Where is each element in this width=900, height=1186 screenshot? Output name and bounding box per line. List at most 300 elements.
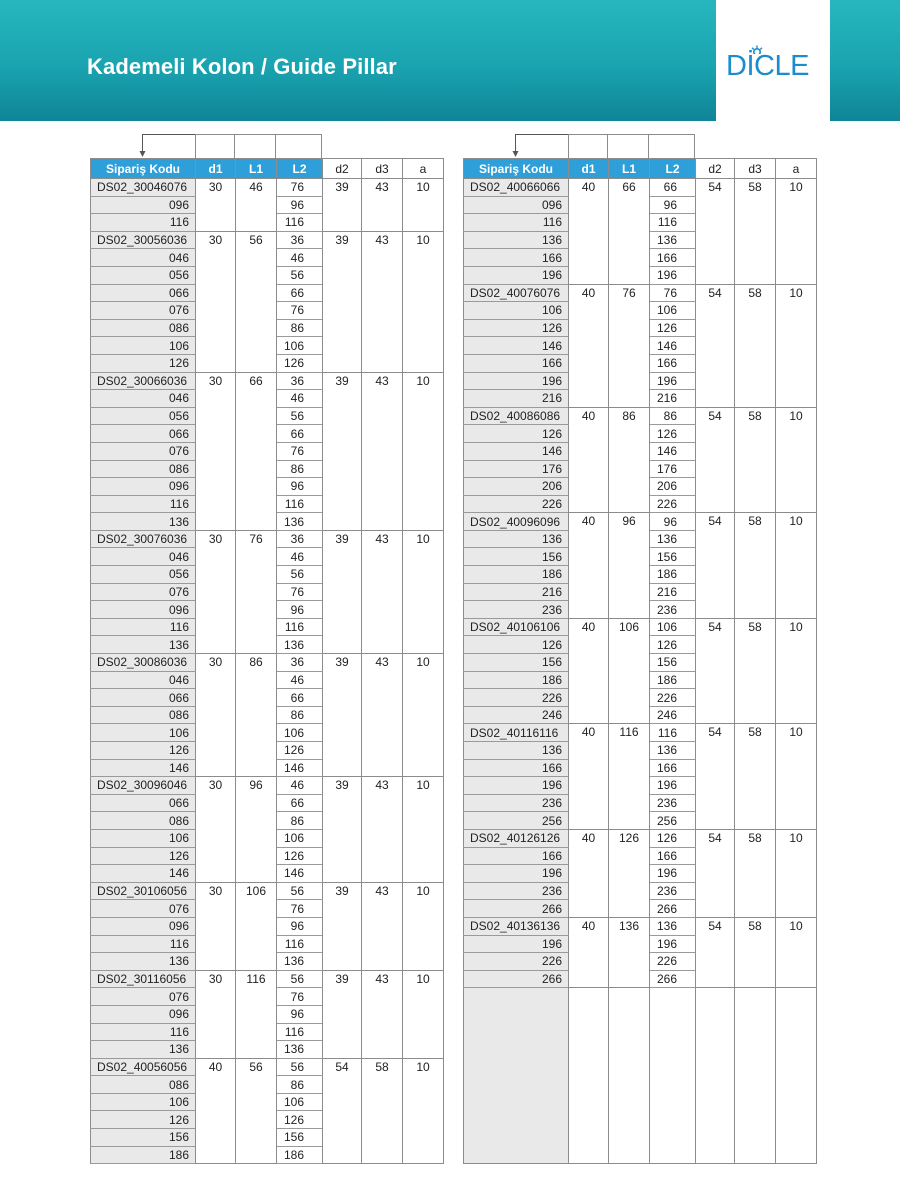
left-table: [90, 134, 444, 1164]
order-code-cell: 046: [91, 548, 196, 566]
order-code-cell: 236: [464, 794, 569, 812]
order-code-cell: 196: [464, 266, 569, 284]
cell-l2: 176: [650, 460, 696, 478]
cell-l1: 46: [236, 179, 277, 232]
cell-l2: 76: [277, 900, 323, 918]
cell-l2: 46: [277, 249, 323, 267]
order-code-cell: 066: [91, 689, 196, 707]
table-row: [91, 777, 444, 795]
cell-l2: 86: [277, 1076, 323, 1094]
table-row: [91, 1058, 444, 1076]
cell-d2: 39: [323, 179, 362, 232]
cell-l1: 86: [236, 654, 277, 777]
table-top-header: [90, 134, 443, 158]
cell-l2: 166: [650, 847, 696, 865]
order-code-cell: DS02_30056036: [91, 231, 196, 249]
header-blank-cell: [234, 134, 276, 158]
header-l2: L2: [277, 159, 323, 179]
cell-l2: 66: [277, 794, 323, 812]
header-siparis-kodu: Sipariş Kodu: [464, 159, 569, 179]
cell-l2: 86: [650, 407, 696, 425]
order-code-cell: 116: [464, 214, 569, 232]
cell-d1: 30: [196, 231, 236, 372]
cell-l2: 266: [650, 970, 696, 988]
cell-d3: 43: [362, 231, 403, 372]
order-code-cell: DS02_30116056: [91, 970, 196, 988]
order-code-cell: 196: [464, 865, 569, 883]
header-siparis-kodu: Sipariş Kodu: [91, 159, 196, 179]
cell-l2: 96: [277, 478, 323, 496]
order-code-cell: 096: [91, 601, 196, 619]
order-code-cell: 246: [464, 706, 569, 724]
dimension-table: [463, 158, 817, 1164]
cell-l2: 126: [277, 354, 323, 372]
cell-l2: 216: [650, 583, 696, 601]
order-code-cell: 116: [91, 935, 196, 953]
cell-l2: 66: [650, 179, 696, 197]
cell-d3: 58: [735, 917, 776, 987]
arrow-down-icon: [90, 134, 195, 158]
cell-l2: 256: [650, 812, 696, 830]
cell-d3: 58: [735, 618, 776, 724]
order-code-cell: 046: [91, 671, 196, 689]
table-row: [91, 882, 444, 900]
table-row: [464, 407, 817, 425]
order-code-cell: DS02_30106056: [91, 882, 196, 900]
order-code-cell: DS02_30086036: [91, 654, 196, 672]
order-code-cell: 126: [91, 847, 196, 865]
cell-d1: 40: [569, 618, 609, 724]
cell-d2: 54: [696, 179, 735, 285]
cell-l2: 136: [650, 530, 696, 548]
order-code-cell: 086: [91, 812, 196, 830]
order-code-cell: 076: [91, 988, 196, 1006]
order-code-cell: 106: [464, 302, 569, 320]
cell-l2: 106: [650, 618, 696, 636]
order-code-cell: DS02_30046076: [91, 179, 196, 197]
cell-d2: 39: [323, 231, 362, 372]
cell-d3: 58: [735, 513, 776, 619]
order-code-cell: 236: [464, 601, 569, 619]
cell-l1: 136: [609, 917, 650, 987]
order-code-cell: DS02_30076036: [91, 530, 196, 548]
cell-l1: 126: [609, 829, 650, 917]
cell-l2: 116: [277, 214, 323, 232]
cell-l2: 236: [650, 882, 696, 900]
order-code-cell: 136: [91, 636, 196, 654]
cell-d1: 30: [196, 654, 236, 777]
cell-d3: 43: [362, 530, 403, 653]
cell-l2: 116: [650, 214, 696, 232]
order-code-cell: 186: [464, 566, 569, 584]
cell-a: 10: [776, 513, 817, 619]
cell-l2: 196: [650, 777, 696, 795]
order-code-cell: 096: [91, 196, 196, 214]
cell-d3: 43: [362, 882, 403, 970]
header-blank-cell: [275, 134, 322, 158]
cell-l2: 56: [277, 970, 323, 988]
diameter-symbol: [195, 134, 235, 158]
order-code-cell: DS02_40106106: [464, 618, 569, 636]
cell-l1: 96: [236, 777, 277, 883]
header-d1: d1: [196, 159, 236, 179]
table-row: [91, 179, 444, 197]
cell-l2: 46: [277, 671, 323, 689]
cell-l2: 196: [650, 372, 696, 390]
order-code-cell: 166: [464, 354, 569, 372]
cell-l2: 46: [277, 390, 323, 408]
order-code-cell: 156: [91, 1129, 196, 1147]
cell-l2: 96: [650, 513, 696, 531]
cell-a: 10: [776, 618, 817, 724]
order-code-cell: 076: [91, 583, 196, 601]
order-code-cell: 056: [91, 266, 196, 284]
order-code-cell: 066: [91, 425, 196, 443]
order-code-cell: 196: [464, 935, 569, 953]
cell-l2: 226: [650, 689, 696, 707]
header-d3: d3: [735, 159, 776, 179]
cell-l2: 126: [277, 847, 323, 865]
cell-l2: 56: [277, 566, 323, 584]
order-code-cell: 126: [464, 319, 569, 337]
order-code-cell: 066: [91, 284, 196, 302]
cell-l2: 196: [650, 865, 696, 883]
cell-l2: 76: [277, 583, 323, 601]
cell-l2: 36: [277, 530, 323, 548]
order-code-cell: 096: [91, 478, 196, 496]
cell-d1: 40: [569, 829, 609, 917]
cell-d2: 54: [696, 618, 735, 724]
cell-l2: 236: [650, 601, 696, 619]
cell-l1: 56: [236, 231, 277, 372]
cell-l2: 206: [650, 478, 696, 496]
order-code-cell: 116: [91, 495, 196, 513]
header-l2: L2: [650, 159, 696, 179]
logo: [716, 0, 830, 121]
cell-d3: 43: [362, 179, 403, 232]
cell-l2: 66: [277, 284, 323, 302]
order-code-cell: DS02_40116116: [464, 724, 569, 742]
cell-d1: 30: [196, 530, 236, 653]
order-code-cell: 206: [464, 478, 569, 496]
cell-l2: 96: [277, 917, 323, 935]
order-code-cell: 126: [464, 636, 569, 654]
cell-l1: 66: [609, 179, 650, 285]
order-code-cell: 076: [91, 302, 196, 320]
table-row: [464, 917, 817, 935]
cell-l2: 86: [277, 812, 323, 830]
order-code-cell: 236: [464, 882, 569, 900]
table-row: [464, 284, 817, 302]
empty-cell: [609, 988, 650, 1164]
order-code-cell: 196: [464, 777, 569, 795]
cell-l2: 156: [277, 1129, 323, 1147]
dimension-table: [90, 158, 444, 1164]
cell-l2: 96: [650, 196, 696, 214]
cell-d1: 40: [569, 407, 609, 513]
cell-a: 10: [776, 179, 817, 285]
header-a: a: [403, 159, 444, 179]
page-title: Kademeli Kolon / Guide Pillar: [87, 54, 397, 79]
cell-l2: 136: [650, 742, 696, 760]
cell-l2: 126: [277, 1111, 323, 1129]
cell-a: 10: [403, 654, 444, 777]
cell-l2: 186: [277, 1146, 323, 1164]
empty-cell: [696, 988, 735, 1164]
cell-a: 10: [403, 1058, 444, 1164]
table-row: [464, 179, 817, 197]
order-code-cell: 116: [91, 618, 196, 636]
cell-l1: 86: [609, 407, 650, 513]
cell-l2: 76: [277, 988, 323, 1006]
cell-d2: 39: [323, 372, 362, 530]
cell-l2: 136: [650, 231, 696, 249]
order-code-cell: 126: [91, 1111, 196, 1129]
cell-l2: 56: [277, 266, 323, 284]
order-code-cell: 126: [91, 742, 196, 760]
order-code-cell: 146: [91, 865, 196, 883]
order-code-cell: 186: [464, 671, 569, 689]
table-row: [464, 618, 817, 636]
cell-l2: 56: [277, 882, 323, 900]
order-code-cell: 046: [91, 249, 196, 267]
header-l1: L1: [609, 159, 650, 179]
cell-l2: 136: [277, 953, 323, 971]
order-code-cell: 166: [464, 759, 569, 777]
header-blank-cell: [607, 134, 649, 158]
cell-l2: 76: [650, 284, 696, 302]
cell-l2: 66: [277, 425, 323, 443]
cell-l2: 116: [650, 724, 696, 742]
order-code-cell: DS02_40056056: [91, 1058, 196, 1076]
order-code-cell: 116: [91, 214, 196, 232]
cell-l2: 116: [277, 495, 323, 513]
cell-l2: 136: [277, 513, 323, 531]
cell-l2: 156: [650, 548, 696, 566]
order-code-cell: 096: [91, 917, 196, 935]
cell-l2: 236: [650, 794, 696, 812]
order-code-cell: DS02_40066066: [464, 179, 569, 197]
cell-l2: 96: [277, 601, 323, 619]
cell-l1: 76: [609, 284, 650, 407]
cell-l2: 226: [650, 953, 696, 971]
cell-l2: 246: [650, 706, 696, 724]
cell-d3: 43: [362, 777, 403, 883]
order-code-cell: 106: [91, 829, 196, 847]
order-code-cell: 106: [91, 337, 196, 355]
cell-l1: 56: [236, 1058, 277, 1164]
order-code-cell: 106: [91, 1093, 196, 1111]
cell-l2: 106: [650, 302, 696, 320]
empty-cell: [569, 988, 609, 1164]
order-code-cell: 166: [464, 249, 569, 267]
cell-l2: 56: [277, 407, 323, 425]
cell-l2: 266: [650, 900, 696, 918]
order-code-cell: DS02_40136136: [464, 917, 569, 935]
cell-a: 10: [403, 530, 444, 653]
order-code-cell: 146: [91, 759, 196, 777]
cell-l2: 126: [650, 829, 696, 847]
order-code-cell: 156: [464, 548, 569, 566]
cell-l2: 196: [650, 935, 696, 953]
header-d1: d1: [569, 159, 609, 179]
order-code-cell: 136: [91, 513, 196, 531]
cell-d2: 54: [696, 407, 735, 513]
cell-l1: 76: [236, 530, 277, 653]
order-code-cell: 176: [464, 460, 569, 478]
order-code-cell: 126: [91, 354, 196, 372]
cell-d3: 58: [735, 407, 776, 513]
header-d3: d3: [362, 159, 403, 179]
cell-l2: 96: [277, 196, 323, 214]
order-code-cell: DS02_40086086: [464, 407, 569, 425]
header-d2: d2: [696, 159, 735, 179]
empty-filler-row: [464, 988, 817, 1164]
cell-d1: 30: [196, 882, 236, 970]
order-code-cell: DS02_40076076: [464, 284, 569, 302]
cell-l2: 66: [277, 689, 323, 707]
cell-d3: 43: [362, 970, 403, 1058]
cell-d3: 58: [735, 284, 776, 407]
cell-d3: 58: [735, 829, 776, 917]
right-table: [463, 134, 817, 1164]
cell-l2: 36: [277, 372, 323, 390]
order-code-cell: 166: [464, 847, 569, 865]
order-code-cell: 136: [91, 953, 196, 971]
cell-l2: 76: [277, 302, 323, 320]
table-row: [464, 513, 817, 531]
cell-d1: 30: [196, 372, 236, 530]
cell-d2: 54: [696, 513, 735, 619]
cell-d1: 40: [569, 284, 609, 407]
order-code-cell: 116: [91, 1023, 196, 1041]
cell-d2: 39: [323, 970, 362, 1058]
cell-l2: 126: [650, 319, 696, 337]
order-code-cell: 226: [464, 953, 569, 971]
cell-d1: 30: [196, 777, 236, 883]
cell-l2: 106: [277, 724, 323, 742]
order-code-cell: 226: [464, 495, 569, 513]
order-code-cell: 266: [464, 900, 569, 918]
cell-l2: 146: [277, 865, 323, 883]
header-l1: L1: [236, 159, 277, 179]
table-row: [91, 530, 444, 548]
table-row: [464, 829, 817, 847]
cell-l1: 106: [609, 618, 650, 724]
cell-d2: 39: [323, 530, 362, 653]
cell-d1: 40: [196, 1058, 236, 1164]
cell-l2: 166: [650, 354, 696, 372]
cell-l2: 86: [277, 460, 323, 478]
cell-l2: 36: [277, 231, 323, 249]
order-code-cell: 096: [464, 196, 569, 214]
cell-l2: 166: [650, 759, 696, 777]
cell-a: 10: [403, 970, 444, 1058]
cell-d2: 39: [323, 654, 362, 777]
cell-l1: 96: [609, 513, 650, 619]
empty-cell: [776, 988, 817, 1164]
order-code-cell: 226: [464, 689, 569, 707]
cell-l1: 116: [609, 724, 650, 830]
table-row: [464, 724, 817, 742]
cell-d1: 30: [196, 179, 236, 232]
order-code-cell: DS02_40096096: [464, 513, 569, 531]
cell-a: 10: [776, 917, 817, 987]
cell-l1: 116: [236, 970, 277, 1058]
cell-d3: 58: [735, 724, 776, 830]
cell-l2: 96: [277, 1005, 323, 1023]
cell-d3: 43: [362, 654, 403, 777]
cell-l2: 116: [277, 618, 323, 636]
cell-l2: 126: [650, 425, 696, 443]
cell-d2: 54: [696, 284, 735, 407]
order-code-cell: 146: [464, 337, 569, 355]
order-code-cell: 066: [91, 794, 196, 812]
cell-a: 10: [776, 407, 817, 513]
cell-l2: 186: [650, 566, 696, 584]
cell-d1: 40: [569, 513, 609, 619]
order-code-cell: 266: [464, 970, 569, 988]
order-code-cell: 136: [464, 742, 569, 760]
table-top-header: [463, 134, 816, 158]
cell-l1: 106: [236, 882, 277, 970]
order-code-cell: DS02_40126126: [464, 829, 569, 847]
empty-cell: [650, 988, 696, 1164]
cell-d2: 54: [696, 917, 735, 987]
order-code-cell: 076: [91, 900, 196, 918]
cell-d1: 40: [569, 917, 609, 987]
cell-l2: 36: [277, 654, 323, 672]
header-a: a: [776, 159, 817, 179]
cell-l2: 106: [277, 337, 323, 355]
cell-l2: 116: [277, 1023, 323, 1041]
order-code-cell: 146: [464, 442, 569, 460]
page-header: [0, 0, 900, 121]
order-code-cell: 086: [91, 319, 196, 337]
order-code-cell: DS02_30066036: [91, 372, 196, 390]
cell-a: 10: [403, 882, 444, 970]
cell-l2: 226: [650, 495, 696, 513]
cell-a: 10: [403, 231, 444, 372]
cell-d3: 43: [362, 372, 403, 530]
order-code-cell: 186: [91, 1146, 196, 1164]
cell-l2: 196: [650, 266, 696, 284]
cell-l2: 136: [277, 1041, 323, 1059]
cell-a: 10: [776, 284, 817, 407]
cell-l1: 66: [236, 372, 277, 530]
cell-a: 10: [403, 372, 444, 530]
order-code-cell: 096: [91, 1005, 196, 1023]
cell-l2: 216: [650, 390, 696, 408]
cell-l2: 136: [277, 636, 323, 654]
cell-d2: 39: [323, 777, 362, 883]
order-code-cell: 086: [91, 706, 196, 724]
header-d2: d2: [323, 159, 362, 179]
cell-l2: 46: [277, 548, 323, 566]
cell-l2: 56: [277, 1058, 323, 1076]
order-code-cell: 076: [91, 442, 196, 460]
order-code-cell: 126: [464, 425, 569, 443]
column-header-row: [91, 159, 444, 179]
cell-l2: 86: [277, 706, 323, 724]
cell-l2: 166: [650, 249, 696, 267]
cell-l2: 46: [277, 777, 323, 795]
order-code-cell: 046: [91, 390, 196, 408]
cell-a: 10: [403, 777, 444, 883]
cell-d2: 54: [696, 829, 735, 917]
cell-l2: 136: [650, 917, 696, 935]
cell-l2: 146: [650, 337, 696, 355]
